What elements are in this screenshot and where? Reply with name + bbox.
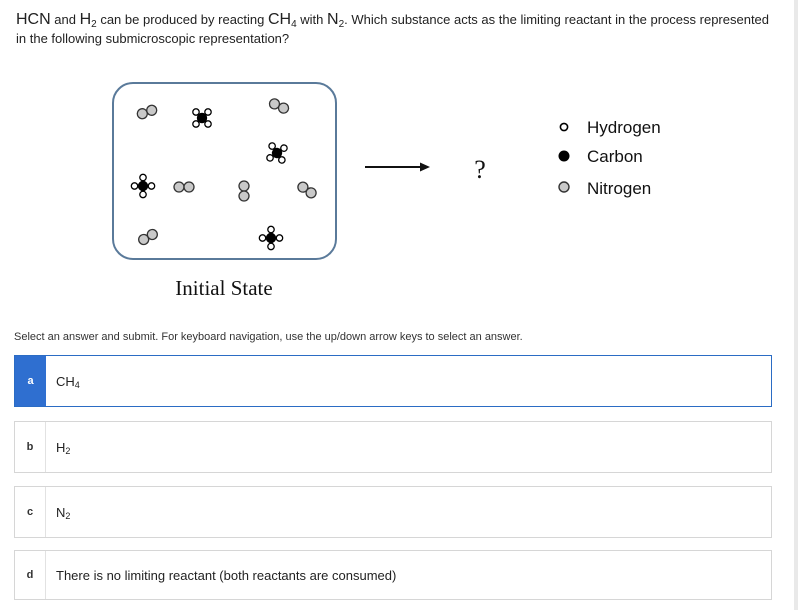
formula-ch4: $CH_4$ — [268, 11, 297, 30]
legend — [559, 118, 661, 198]
option-label: There is no limiting reactant (both reactants are consumed) — [56, 567, 397, 583]
answer-option-c[interactable] — [14, 486, 772, 538]
option-letter: a — [15, 356, 46, 406]
formula-n2: $N_2$ — [327, 11, 345, 30]
option-label: $CH_4$ — [56, 373, 80, 390]
carbon-legend-icon — [559, 151, 570, 162]
state-label: Initial State — [175, 276, 273, 300]
option-label: $N_2$ — [56, 504, 71, 521]
unknown-product-mark: ? — [474, 155, 486, 184]
answer-option-a[interactable] — [14, 355, 772, 407]
page-scrollbar[interactable] — [794, 0, 798, 610]
option-letter: b — [15, 422, 46, 472]
instruction-text: Select an answer and submit. For keyboard navigation, use the up/down arrow keys to select an answer. — [14, 331, 523, 343]
question-text: HCN and $H_2$ can be produced by reacting $CH_4$ with $N_2$. Which substance acts as the limiting reactant in the process represented in the following submicroscopic representation? — [16, 11, 770, 46]
formula-hcn: HCN — [16, 11, 51, 28]
legend-label-nitrogen: Nitrogen — [587, 179, 652, 198]
option-letter: c — [15, 487, 46, 537]
legend-label-hydrogen: Hydrogen — [587, 118, 661, 137]
option-letter: d — [15, 551, 46, 599]
answer-option-b[interactable] — [14, 421, 772, 473]
reaction-arrow — [365, 163, 430, 172]
hydrogen-legend-icon — [560, 123, 567, 130]
legend-label-carbon: Carbon — [587, 147, 643, 166]
answer-option-d[interactable] — [14, 550, 772, 600]
submicroscopic-diagram — [100, 78, 700, 308]
reaction-figure — [100, 78, 700, 308]
nitrogen-legend-icon — [559, 182, 569, 192]
formula-h2: $H_2$ — [79, 11, 97, 30]
option-label: $H_2$ — [56, 439, 71, 456]
